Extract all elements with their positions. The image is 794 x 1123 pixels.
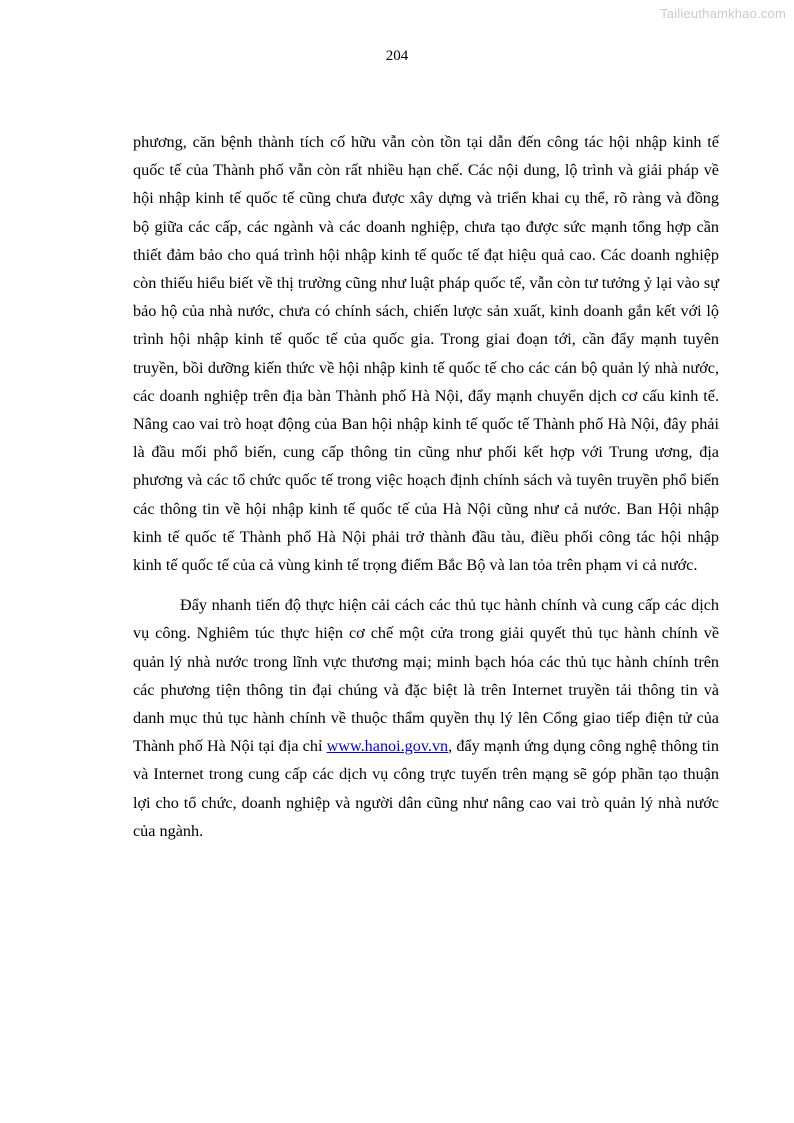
- paragraph-1: phương, căn bệnh thành tích cố hữu vẫn còn tồn tại dẫn đến công tác hội nhập kinh tế quốc tế của Thành phố vẫn còn rất nhiều hạn chế. Các nội dung, lộ trình và giải pháp về hội nhập kinh tế quốc tế cũng chưa được xây dựng và triển khai cụ thể, rõ ràng và đồng bộ giữa các cấp, các ngành và các doanh nghiệp, chưa tạo được sức mạnh tổng hợp cần thiết đảm bảo cho quá trình hội nhập kinh tế quốc tế đạt hiệu quả cao. Các doanh nghiệp còn thiếu hiểu biết về thị trường cũng như luật pháp quốc tế, vẫn còn tư tưởng ỷ lại vào sự bảo hộ của nhà nước, chưa có chính sách, chiến lược sản xuất, kinh doanh gắn kết với lộ trình hội nhập kinh tế quốc tế của quốc gia. Trong giai đoạn tới, cần đẩy mạnh tuyên truyền, bồi dưỡng kiến thức về hội nhập kinh tế quốc tế cho các cán bộ quản lý nhà nước, các doanh nghiệp trên địa bàn Thành phố Hà Nội, đẩy mạnh chuyển dịch cơ cấu kinh tế. Nâng cao vai trò hoạt động của Ban hội nhập kinh tế quốc tế Thành phố Hà Nội, đây phải là đầu mối phổ biến, cung cấp thông tin cũng như phối kết hợp với Trung ương, địa phương và các tổ chức quốc tế trong việc hoạch định chính sách và tuyên truyền phổ biến các thông tin về hội nhập kinh tế quốc tế của Hà Nội cũng như cả nước. Ban Hội nhập kinh tế quốc tế Thành phố Hà Nội phải trở thành đầu tàu, điều phối công tác hội nhập kinh tế quốc tế của cả vùng kinh tế trọng điểm Bắc Bộ và lan tỏa trên phạm vi cả nước.: [133, 133, 719, 575]
- hanoi-portal-link[interactable]: www.hanoi.gov.vn: [326, 737, 449, 756]
- paragraph-2-text-after-link: , đẩy mạnh ứng dụng công nghệ thông tin và Internet trong cung cấp các dịch vụ công trực tuyến trên mạng sẽ góp phần tạo thuận lợi cho tổ chức, doanh nghiệp và người dân cũng như nâng cao vai trò quản lý nhà nước của ngành.: [133, 737, 719, 840]
- document-body: [133, 128, 719, 845]
- watermark-text: Tailieuthamkhao.com: [660, 6, 786, 21]
- paragraph-2-text-before-link: Đẩy nhanh tiến độ thực hiện cải cách các thủ tục hành chính và cung cấp các dịch vụ công. Nghiêm túc thực hiện cơ chế một cửa trong giải quyết thủ tục hành chính về quản lý nhà nước trong lĩnh vực thương mại; minh bạch hóa các thủ tục hành chính trên các phương tiện thông tin đại chúng và đặc biệt là trên Internet truyền tải thông tin và danh mục thủ tục hành chính về thuộc thẩm quyền thụ lý lên Cổng giao tiếp điện tử của Thành phố Hà Nội tại địa chỉ: [133, 596, 719, 756]
- paragraph-2: [133, 591, 719, 845]
- page-number: 204: [385, 48, 409, 64]
